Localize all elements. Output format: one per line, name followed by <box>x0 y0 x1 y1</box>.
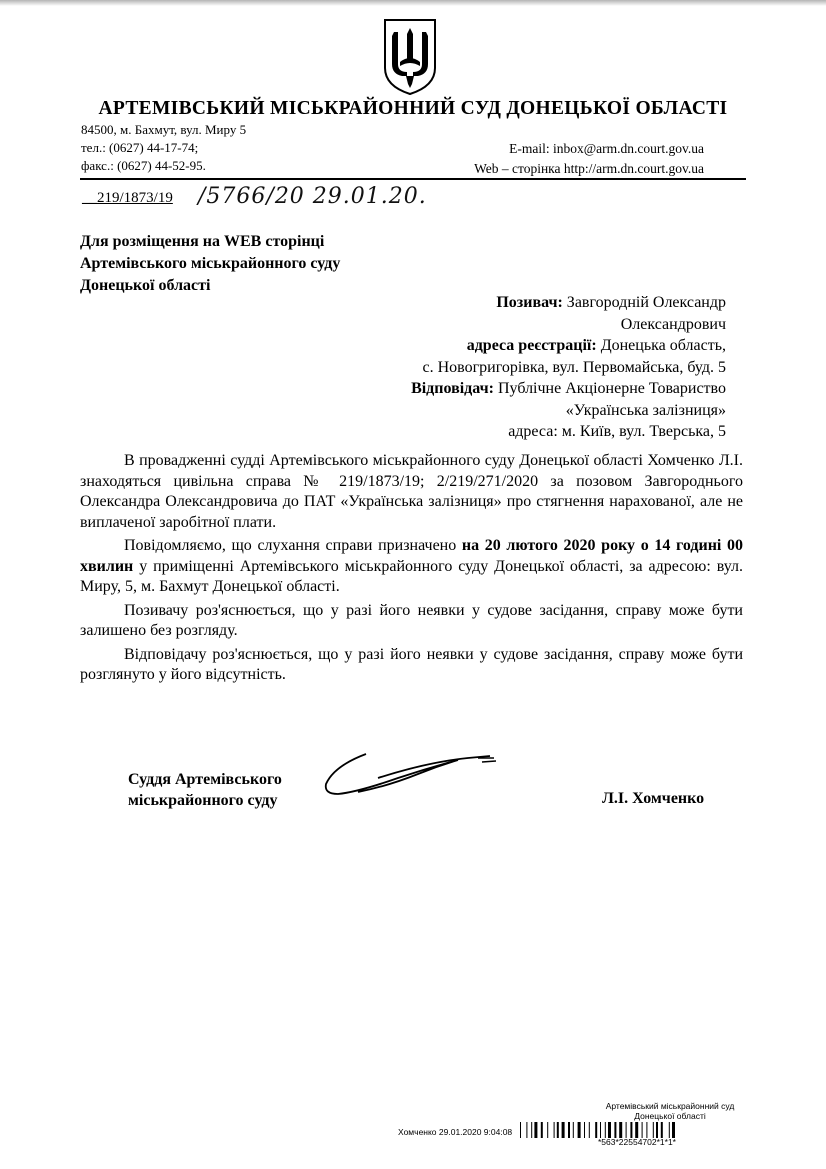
handwritten-signature <box>318 748 508 808</box>
barcode-bar <box>578 1122 581 1138</box>
paragraph-hearing-date <box>80 536 743 598</box>
paragraph-defendant-notice: Відповідачу роз'яснюється, що у разі його неявки у судове засідання, справу може бути розглянуто у його відсутність. <box>80 645 743 683</box>
barcode-bar <box>626 1122 627 1138</box>
hearing-place: у приміщенні Артемівського міськрайонного суду Донецької області, за адресою: вул. Миру, 5, м. Бахмут Донецької області. <box>80 557 743 595</box>
court-website: Web – сторінка http://arm.dn.court.gov.ua <box>474 161 704 176</box>
court-fax: факс.: (0627) 44-52-95. <box>81 158 206 173</box>
barcode-number: *563*22554702*1*1* <box>598 1137 676 1147</box>
paragraph-plaintiff-notice: Позивачу роз'яснюється, що у разі його неявки у судове засідання, справу може бути залишено без розгляду. <box>80 601 743 639</box>
recipient-line: Для розміщення на WEB сторінці <box>80 233 325 250</box>
barcode-bar <box>568 1122 570 1138</box>
barcode-bar <box>573 1122 574 1138</box>
barcode-bar <box>584 1122 585 1138</box>
plaintiff-label: Позивач: <box>496 294 563 311</box>
footer-organization <box>575 1101 765 1121</box>
case-number: __219/1873/19 <box>82 190 173 206</box>
hearing-datetime: на 20 лютого 2020 року о 14 годині 00 хвилин <box>80 537 743 575</box>
barcode-bar <box>619 1122 622 1138</box>
scan-edge <box>0 0 826 6</box>
barcode-bar <box>600 1122 601 1138</box>
barcode-bar <box>614 1122 616 1138</box>
barcode-bar <box>608 1122 611 1138</box>
recipient-line: Артемівського міськрайонного суду <box>80 255 341 272</box>
footer-org-line: Донецької області <box>634 1111 706 1121</box>
defendant-label: Відповідач: <box>411 380 494 397</box>
hearing-intro: Повідомляємо, що слухання справи призначено <box>124 537 462 554</box>
case-reference <box>82 190 173 207</box>
court-phone: тел.: (0627) 44-17-74; <box>81 140 199 155</box>
court-email: E-mail: inbox@arm.dn.court.gov.ua <box>509 141 704 156</box>
judge-title <box>128 769 282 811</box>
barcode-bar <box>635 1122 638 1138</box>
barcode <box>520 1122 766 1138</box>
court-contacts-right <box>474 139 704 179</box>
barcode-bar <box>642 1122 643 1138</box>
header-divider <box>80 178 746 180</box>
barcode-bar <box>669 1122 670 1138</box>
defendant-address: адреса: м. Київ, вул. Тверська, 5 <box>508 423 726 440</box>
barcode-bar <box>653 1122 654 1138</box>
registration-address: Донецька область, <box>600 337 726 354</box>
judge-title-line: міськрайонного суду <box>128 792 278 809</box>
letter-body <box>80 451 743 689</box>
plaintiff-name-cont: Олександрович <box>620 315 726 333</box>
barcode-bar <box>646 1122 647 1138</box>
footer-stamp: Хомченко 29.01.2020 9:04:08 <box>398 1127 513 1137</box>
defendant-name-cont: «Українська залізниця» <box>565 401 726 419</box>
registration-address-cont: с. Новогригорівка, вул. Первомайська, буд. 5 <box>422 358 726 376</box>
barcode-bar <box>547 1122 548 1138</box>
barcode-bar <box>562 1122 565 1138</box>
barcode-bar <box>557 1122 559 1138</box>
plaintiff-name: Завгородній Олександр <box>566 294 726 311</box>
recipient-line: Донецької області <box>80 277 211 294</box>
handwritten-registration: /5766/20 29.01.20. <box>198 184 427 209</box>
barcode-bar <box>541 1122 543 1138</box>
barcode-bar <box>520 1122 521 1138</box>
ukraine-trident-icon <box>380 18 440 96</box>
parties-block <box>326 292 726 443</box>
barcode-bar <box>630 1122 632 1138</box>
barcode-bar <box>526 1122 527 1138</box>
barcode-bar <box>605 1122 606 1138</box>
recipient-block <box>80 231 340 297</box>
barcode-bar <box>589 1122 590 1138</box>
court-contacts-left <box>81 121 246 175</box>
barcode-bar <box>672 1122 675 1138</box>
registration-address-label: адреса реєстрації: <box>466 337 597 354</box>
barcode-bar <box>656 1122 658 1138</box>
court-name: АРТЕМІВСЬКИЙ МІСЬКРАЙОННИЙ СУД ДОНЕЦЬКОЇ ОБЛАСТІ <box>98 98 728 119</box>
barcode-bar <box>534 1122 537 1138</box>
defendant-name: Публічне Акціонерне Товариство <box>497 380 726 397</box>
paragraph-case-info: В провадженні судді Артемівського міськрайонного суду Донецької області Хомченко Л.І. знаходяться цивільна справа № 219/1873/19; 2/219/271/2020 за позовом Завгороднього Олександра Олександровича до ПАТ «Українська залізниця» про стягнення нарахованої, але не виплаченої заробітної плати. <box>80 452 743 531</box>
barcode-bar <box>661 1122 663 1138</box>
barcode-bar <box>595 1122 597 1138</box>
judge-title-line: Суддя Артемівського <box>128 771 282 788</box>
judge-name: Л.І. Хомченко <box>602 790 705 807</box>
barcode-bar <box>554 1122 555 1138</box>
barcode-bar <box>531 1122 532 1138</box>
court-address: 84500, м. Бахмут, вул. Миру 5 <box>81 122 247 137</box>
footer-org-line: Артемівський міськрайонний суд <box>605 1101 735 1111</box>
